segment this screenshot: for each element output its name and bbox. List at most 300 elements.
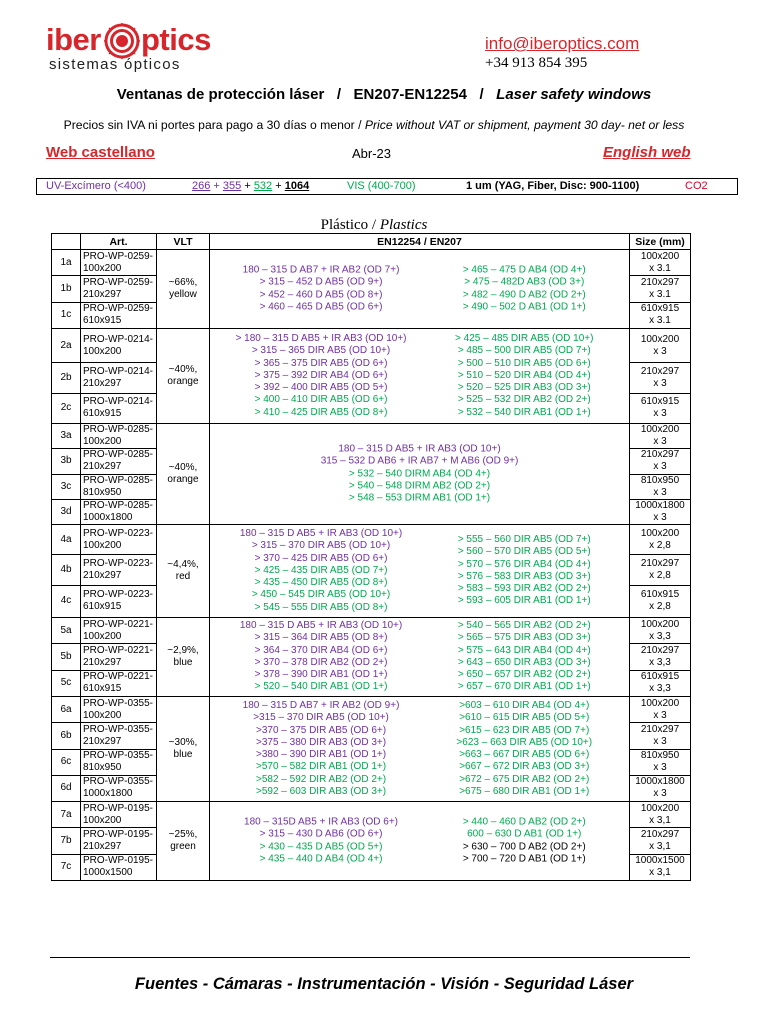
cell-article xyxy=(81,802,157,828)
vlt-line: ~2,9%, xyxy=(167,645,199,656)
cell-vlt xyxy=(157,329,210,424)
article-line: 1000x1500 xyxy=(83,867,133,879)
cell-id: 2b xyxy=(52,363,81,393)
protection-line: 180 – 315 D AB7 + IR AB2 (OD 7+) xyxy=(242,264,400,276)
cell-size xyxy=(630,393,691,423)
cell-size xyxy=(630,363,691,393)
size-line: 610x915 xyxy=(640,396,680,408)
price-note-es: Precios sin IVA ni portes para pago a 30 días o menor / xyxy=(63,118,365,132)
size-line: x 2,8 xyxy=(649,569,671,581)
cell-id: 3b xyxy=(52,449,81,474)
size-line: x 2,8 xyxy=(649,539,671,551)
vlt-line: ~40%, xyxy=(168,462,198,473)
table-row xyxy=(52,618,691,644)
cell-article xyxy=(81,393,157,423)
protection-line: >570 – 582 DIR AB1 (OD 1+) xyxy=(255,761,387,773)
protection-line: > 525 – 532 DIR AB2 (OD 2+) xyxy=(457,394,591,406)
size-line: x 3,1 xyxy=(649,814,671,826)
size-line: 610x915 xyxy=(640,671,680,683)
cell-protection xyxy=(210,525,630,618)
cell-size xyxy=(630,670,691,696)
size-line: x 3 xyxy=(653,511,667,523)
cell-vlt xyxy=(157,525,210,618)
cell-id: 3c xyxy=(52,474,81,499)
size-line: x 3,3 xyxy=(649,630,671,642)
cell-size xyxy=(630,644,691,670)
article-line: PRO-WP-0285- xyxy=(83,424,154,436)
size-line: 1000x1800 xyxy=(635,776,685,788)
cell-protection xyxy=(210,329,630,424)
size-line: 1000x1800 xyxy=(635,499,685,511)
vlt-line: ~40%, xyxy=(168,364,198,375)
footer-divider xyxy=(50,957,690,958)
article-line: PRO-WP-0259- xyxy=(83,276,154,288)
article-line: 100x200 xyxy=(83,436,122,448)
protection-line: > 375 – 392 DIR AB4 (OD 6+) xyxy=(254,369,388,381)
size-line: 1000x1500 xyxy=(635,855,685,867)
title-standard: EN207-EN12254 xyxy=(353,86,467,103)
vlt-line: red xyxy=(175,571,191,582)
article-line: PRO-WP-0221- xyxy=(83,671,154,683)
protection-line: > 532 – 540 DIR AB1 (OD 1+) xyxy=(457,406,591,418)
size-line: x 3 xyxy=(653,408,667,420)
header-art: Art. xyxy=(81,234,157,250)
cell-vlt xyxy=(157,697,210,802)
cell-size xyxy=(630,474,691,499)
protection-line: >610 – 615 DIR AB5 (OD 5+) xyxy=(459,712,590,724)
article-line: 100x200 xyxy=(83,345,122,357)
vlt-line: blue xyxy=(173,749,193,760)
protection-column-left xyxy=(210,333,432,419)
protection-line: > 450 – 545 DIR AB5 (OD 10+) xyxy=(251,589,391,601)
header-vlt: VLT xyxy=(157,234,210,250)
article-line: 810x950 xyxy=(83,486,122,498)
cell-size xyxy=(630,723,691,749)
protection-column-right xyxy=(420,700,630,798)
header-id xyxy=(52,234,81,250)
price-date: Abr-23 xyxy=(352,146,392,161)
legend-laser-lines xyxy=(192,180,309,192)
cell-id: 3d xyxy=(52,499,81,524)
protection-line: > 555 – 560 DIR AB5 (OD 7+) xyxy=(457,534,591,546)
cell-article xyxy=(81,250,157,276)
article-line: 100x200 xyxy=(83,539,122,551)
article-line: PRO-WP-0223- xyxy=(83,527,154,539)
vlt-line: orange xyxy=(167,376,199,387)
protection-column-left xyxy=(210,816,432,865)
protection-column-right xyxy=(420,333,630,419)
article-line: 810x950 xyxy=(83,762,122,774)
protection-line: > 540 – 565 DIR AB2 (OD 2+) xyxy=(457,620,591,632)
article-line: 210x297 xyxy=(83,735,122,747)
cell-article xyxy=(81,644,157,670)
price-note xyxy=(0,118,748,132)
protection-line: > 410 – 425 DIR AB5 (OD 8+) xyxy=(254,406,388,418)
vlt-line: ~4,4%, xyxy=(167,559,199,570)
footer-tagline: Fuentes - Cámaras - Instrumentación - Visión - Seguridad Láser xyxy=(134,975,634,993)
cell-size xyxy=(630,828,691,854)
size-line: 100x200 xyxy=(640,618,680,630)
cell-protection xyxy=(210,802,630,881)
table-row xyxy=(52,802,691,828)
article-line: 210x297 xyxy=(83,461,122,473)
legend-co2: CO2 xyxy=(685,180,708,192)
article-line: PRO-WP-0221- xyxy=(83,618,154,630)
size-line: 210x297 xyxy=(640,723,680,735)
cell-article xyxy=(81,499,157,524)
cell-article xyxy=(81,585,157,617)
cell-id: 6d xyxy=(52,775,81,801)
protection-line: > 452 – 460 D AB5 (OD 8+) xyxy=(259,289,383,300)
size-line: 100x200 xyxy=(640,424,680,436)
cell-id: 1c xyxy=(52,302,81,328)
cell-article xyxy=(81,276,157,302)
plus-3: + xyxy=(272,180,285,192)
web-castellano-link[interactable]: Web castellano xyxy=(46,144,155,161)
size-line: 210x297 xyxy=(640,557,680,569)
size-line: 100x200 xyxy=(640,250,680,262)
cell-id: 5a xyxy=(52,618,81,644)
protection-column-right xyxy=(420,534,630,608)
table-header-row xyxy=(52,234,691,250)
protection-line: > 315 – 365 DIR AB5 (OD 10+) xyxy=(251,345,391,357)
protection-line: >375 – 380 DIR AB3 (OD 3+) xyxy=(255,736,387,748)
protection-line: > 315 – 370 DIR AB5 (OD 10+) xyxy=(251,540,391,552)
article-line: 610x915 xyxy=(83,315,122,327)
cell-vlt xyxy=(157,250,210,329)
logo-subtitle: sistemas ópticos xyxy=(49,56,181,73)
protection-line: 180 – 315 D AB5 + IR AB3 (OD 10+) xyxy=(239,620,403,632)
article-line: PRO-WP-0355- xyxy=(83,697,154,709)
cell-article xyxy=(81,363,157,393)
size-line: x 3 xyxy=(653,788,667,800)
size-line: 210x297 xyxy=(640,366,680,378)
legend-vis: VIS (400-700) xyxy=(347,180,416,192)
size-line: 210x297 xyxy=(640,828,680,840)
vlt-line: yellow xyxy=(169,289,197,300)
phone-number: +34 913 854 395 xyxy=(485,55,588,71)
cell-id: 5c xyxy=(52,670,81,696)
protection-line: > 545 – 555 DIR AB5 (OD 8+) xyxy=(254,601,388,613)
article-line: PRO-WP-0195- xyxy=(83,802,154,814)
size-line: x 3,3 xyxy=(649,656,671,668)
article-line: PRO-WP-0285- xyxy=(83,499,154,511)
protection-line: > 500 – 510 DIR AB5 (OD 6+) xyxy=(457,357,591,369)
protection-line: > 575 – 643 DIR AB4 (OD 4+) xyxy=(457,644,591,656)
cell-id: 6b xyxy=(52,723,81,749)
protection-line: > 643 – 650 DIR AB3 (OD 3+) xyxy=(457,657,591,668)
size-line: 210x297 xyxy=(640,276,680,288)
protection-line: > 370 – 425 DIR AB5 (OD 6+) xyxy=(254,552,388,564)
cell-article xyxy=(81,449,157,474)
cell-id: 3a xyxy=(52,424,81,449)
size-line: x 3 xyxy=(653,345,667,357)
cell-article xyxy=(81,723,157,749)
protection-line: > 392 – 400 DIR AB5 (OD 5+) xyxy=(254,382,388,394)
protection-line: > 370 – 378 DIR AB2 (OD 2+) xyxy=(254,657,388,668)
page-title xyxy=(0,86,768,103)
protection-line: > 430 – 435 D AB5 (OD 5+) xyxy=(259,841,383,852)
article-line: PRO-WP-0214- xyxy=(83,333,154,345)
spectrum-legend xyxy=(36,178,738,195)
protection-line: >370 – 375 DIR AB5 (OD 6+) xyxy=(255,724,387,736)
cell-id: 6c xyxy=(52,749,81,775)
protection-line: >592 – 603 DIR AB3 (OD 3+) xyxy=(255,785,387,797)
protection-line: > 465 – 475 D AB4 (OD 4+) xyxy=(462,264,586,276)
section-title xyxy=(0,217,748,234)
cell-id: 7c xyxy=(52,854,81,880)
protection-line: > 315 – 364 DIR AB5 (OD 8+) xyxy=(254,632,388,644)
protection-line: >672 – 675 DIR AB2 (OD 2+) xyxy=(459,773,590,785)
legend-uv: UV-Excímero (<400) xyxy=(46,180,146,192)
article-line: PRO-WP-0223- xyxy=(83,557,154,569)
cell-id: 7b xyxy=(52,828,81,854)
article-line: PRO-WP-0259- xyxy=(83,303,154,315)
cell-size xyxy=(630,329,691,363)
article-line: 210x297 xyxy=(83,840,122,852)
size-line: x 3.1 xyxy=(649,262,671,274)
size-line: x 3 xyxy=(653,486,667,498)
cell-vlt xyxy=(157,802,210,881)
link-266[interactable]: 266 xyxy=(192,180,211,192)
protection-line: > 440 – 460 D AB2 (OD 2+) xyxy=(462,816,586,828)
size-line: x 3 xyxy=(653,762,667,774)
protection-line: 180 – 315 D AB5 + IR AB3 (OD 10+) xyxy=(239,527,403,539)
protection-line: > 378 – 390 DIR AB1 (OD 1+) xyxy=(254,669,388,681)
cell-protection xyxy=(210,618,630,697)
legend-1um: 1 um (YAG, Fiber, Disc: 900-1100) xyxy=(466,180,640,192)
protection-line: >615 – 623 DIR AB5 (OD 7+) xyxy=(459,724,590,736)
article-line: 100x200 xyxy=(83,709,122,721)
protection-line: >663 – 667 DIR AB5 (OD 6+) xyxy=(459,749,590,760)
protection-line: > 490 – 502 D AB1 (OD 1+) xyxy=(462,301,586,313)
cell-id: 2a xyxy=(52,329,81,363)
article-line: 100x200 xyxy=(83,262,122,274)
article-line: 210x297 xyxy=(83,569,122,581)
protection-line: > 593 – 605 DIR AB1 (OD 1+) xyxy=(457,595,591,607)
size-line: x 2,8 xyxy=(649,601,671,613)
vlt-line: ~66%, xyxy=(168,277,198,288)
protection-line: >623 – 663 DIR AB5 (OD 10+) xyxy=(456,736,593,748)
link-532[interactable]: 532 xyxy=(253,180,273,192)
table-row xyxy=(52,329,691,363)
article-line: PRO-WP-0355- xyxy=(83,776,154,788)
plus-2: + xyxy=(241,180,254,192)
article-line: 210x297 xyxy=(83,288,122,300)
protection-line: > 565 – 575 DIR AB3 (OD 3+) xyxy=(457,632,591,644)
protection-line: > 475 – 482D AB3 (OD 3+) xyxy=(464,276,585,288)
protection-line: > 425 – 485 DIR AB5 (OD 10+) xyxy=(455,332,594,344)
protection-line: > 700 – 720 D AB1 (OD 1+) xyxy=(462,853,586,865)
size-line: 100x200 xyxy=(640,697,680,709)
size-line: 810x950 xyxy=(640,750,680,762)
protection-line: >667 – 672 DIR AB3 (OD 3+) xyxy=(459,761,590,773)
size-line: 610x915 xyxy=(640,303,680,315)
protection-line: > 485 – 500 DIR AB5 (OD 7+) xyxy=(457,345,591,357)
protection-column-right xyxy=(420,816,630,865)
cell-article xyxy=(81,555,157,585)
protection-line: > 520 – 540 DIR AB1 (OD 1+) xyxy=(254,681,388,693)
protection-line: > 583 – 593 DIR AB2 (OD 2+) xyxy=(457,583,591,595)
cell-size xyxy=(630,555,691,585)
size-line: 210x297 xyxy=(640,644,680,656)
cell-size xyxy=(630,302,691,328)
protection-line: >675 – 680 DIR AB1 (OD 1+) xyxy=(459,785,590,797)
cell-article xyxy=(81,474,157,499)
article-line: 210x297 xyxy=(83,656,122,668)
link-1064[interactable]: 1064 xyxy=(284,180,310,192)
protection-column-left xyxy=(210,620,432,694)
protection-line: > 435 – 440 D AB4 (OD 4+) xyxy=(259,853,383,865)
title-sep-2: / xyxy=(479,86,484,103)
protection-line: > 540 – 548 DIRM AB2 (OD 2+) xyxy=(348,480,491,492)
protection-line: 315 – 532 D AB6 + IR AB7 + M AB6 (OD 9+) xyxy=(320,455,519,467)
vlt-line: ~25%, xyxy=(168,829,198,840)
cell-article xyxy=(81,828,157,854)
title-en: Laser safety windows xyxy=(496,86,652,103)
article-line: PRO-WP-0214- xyxy=(83,396,154,408)
logo-text-right: ptics xyxy=(141,22,211,57)
cell-protection xyxy=(210,250,630,329)
english-web-link[interactable]: English web xyxy=(603,144,691,161)
cell-article xyxy=(81,775,157,801)
cell-article xyxy=(81,329,157,363)
cell-article xyxy=(81,302,157,328)
article-line: 610x915 xyxy=(83,683,122,695)
cell-vlt xyxy=(157,618,210,697)
email-link[interactable]: info@iberoptics.com xyxy=(485,34,640,53)
cell-article xyxy=(81,618,157,644)
article-line: PRO-WP-0259- xyxy=(83,250,154,262)
cell-id: 6a xyxy=(52,697,81,723)
logo-text-left: iber xyxy=(46,22,101,57)
cell-size xyxy=(630,775,691,801)
table-row xyxy=(52,525,691,555)
size-line: 100x200 xyxy=(640,802,680,814)
protection-line: > 510 – 520 DIR AB4 (OD 4+) xyxy=(457,369,591,381)
vlt-line: ~30%, xyxy=(168,737,198,748)
protection-line: > 630 – 700 D AB2 (OD 2+) xyxy=(462,841,586,852)
size-line: x 3 xyxy=(653,378,667,390)
protection-line: > 570 – 576 DIR AB4 (OD 4+) xyxy=(457,558,591,570)
cell-protection xyxy=(210,424,630,525)
cell-article xyxy=(81,749,157,775)
cell-article xyxy=(81,424,157,449)
section-title-es: Plástico / xyxy=(320,217,380,233)
cell-id: 1b xyxy=(52,276,81,302)
cell-id: 4c xyxy=(52,585,81,617)
cell-article xyxy=(81,525,157,555)
cell-size xyxy=(630,585,691,617)
header-size: Size (mm) xyxy=(630,234,691,250)
cell-size xyxy=(630,250,691,276)
cell-article xyxy=(81,854,157,880)
cell-id: 7a xyxy=(52,802,81,828)
iberoptics-logo xyxy=(46,20,226,74)
protection-line: >315 – 370 DIR AB5 (OD 10+) xyxy=(253,712,389,724)
article-line: 210x297 xyxy=(83,378,122,390)
title-es: Ventanas de protección láser xyxy=(116,86,325,103)
protection-column-right xyxy=(420,264,630,313)
protection-line: > 657 – 670 DIR AB1 (OD 1+) xyxy=(457,681,591,693)
protection-line: > 315 – 430 D AB6 (OD 6+) xyxy=(259,828,383,840)
cell-size xyxy=(630,499,691,524)
protection-line: > 365 – 375 DIR AB5 (OD 6+) xyxy=(254,357,388,369)
size-line: x 3 xyxy=(653,461,667,473)
protection-column-left xyxy=(210,528,432,614)
table-row xyxy=(52,697,691,723)
cell-size xyxy=(630,618,691,644)
cell-id: 2c xyxy=(52,393,81,423)
cell-size xyxy=(630,749,691,775)
size-line: x 3,3 xyxy=(649,683,671,695)
article-line: 1000x1800 xyxy=(83,511,133,523)
cell-id: 4a xyxy=(52,525,81,555)
article-line: PRO-WP-0195- xyxy=(83,855,154,867)
protection-line: > 400 – 410 DIR AB5 (OD 6+) xyxy=(254,394,388,406)
cell-id: 5b xyxy=(52,644,81,670)
article-line: 610x915 xyxy=(83,601,122,613)
article-line: 100x200 xyxy=(83,814,122,826)
article-line: 1000x1800 xyxy=(83,788,133,800)
article-line: PRO-WP-0223- xyxy=(83,589,154,601)
link-355[interactable]: 355 xyxy=(222,180,242,192)
cell-protection xyxy=(210,697,630,802)
size-line: x 3,1 xyxy=(649,840,671,852)
protection-line: >380 – 390 DIR AB1 (OD 1+) xyxy=(255,749,387,760)
protection-line: 600 – 630 D AB1 (OD 1+) xyxy=(467,828,582,840)
protection-line: > 364 – 370 DIR AB4 (OD 6+) xyxy=(254,644,388,656)
cell-size xyxy=(630,424,691,449)
size-line: 100x200 xyxy=(640,527,680,539)
vlt-line: blue xyxy=(173,657,193,668)
cell-size xyxy=(630,276,691,302)
protection-line: > 315 – 452 D AB5 (OD 9+) xyxy=(259,276,383,288)
article-line: PRO-WP-0355- xyxy=(83,750,154,762)
section-title-en: Plastics xyxy=(379,217,428,233)
cell-size xyxy=(630,525,691,555)
article-line: PRO-WP-0195- xyxy=(83,828,154,840)
size-line: 100x200 xyxy=(640,333,680,345)
cell-article xyxy=(81,697,157,723)
article-line: PRO-WP-0221- xyxy=(83,644,154,656)
plus-1: + xyxy=(210,180,223,192)
lens-icon xyxy=(104,23,140,59)
protection-column-left xyxy=(210,264,432,313)
protection-column-left xyxy=(210,700,432,798)
price-note-en: Price without VAT or shipment, payment 30 day- net or less xyxy=(364,118,685,132)
vlt-line: orange xyxy=(167,474,199,485)
cell-size xyxy=(630,697,691,723)
protection-line: >582 – 592 DIR AB2 (OD 2+) xyxy=(255,773,387,785)
protection-line: > 520 – 525 DIR AB3 (OD 3+) xyxy=(457,382,591,394)
cell-size xyxy=(630,854,691,880)
protection-line: >603 – 610 DIR AB4 (OD 4+) xyxy=(459,699,590,711)
protection-line: > 425 – 435 DIR AB5 (OD 7+) xyxy=(254,564,388,576)
size-line: 210x297 xyxy=(640,449,680,461)
protection-line: > 435 – 450 DIR AB5 (OD 8+) xyxy=(254,577,388,589)
protection-column-center xyxy=(210,443,629,504)
protection-line: > 180 – 315 D AB5 + IR AB3 (OD 10+) xyxy=(235,332,407,344)
products-table xyxy=(51,233,691,881)
article-line: 100x200 xyxy=(83,630,122,642)
article-line: PRO-WP-0285- xyxy=(83,474,154,486)
protection-column-right xyxy=(420,620,630,694)
size-line: x 3 xyxy=(653,709,667,721)
header-standard: EN12254 / EN207 xyxy=(210,234,630,250)
title-sep-1: / xyxy=(336,86,342,103)
size-line: x 3.1 xyxy=(649,288,671,300)
